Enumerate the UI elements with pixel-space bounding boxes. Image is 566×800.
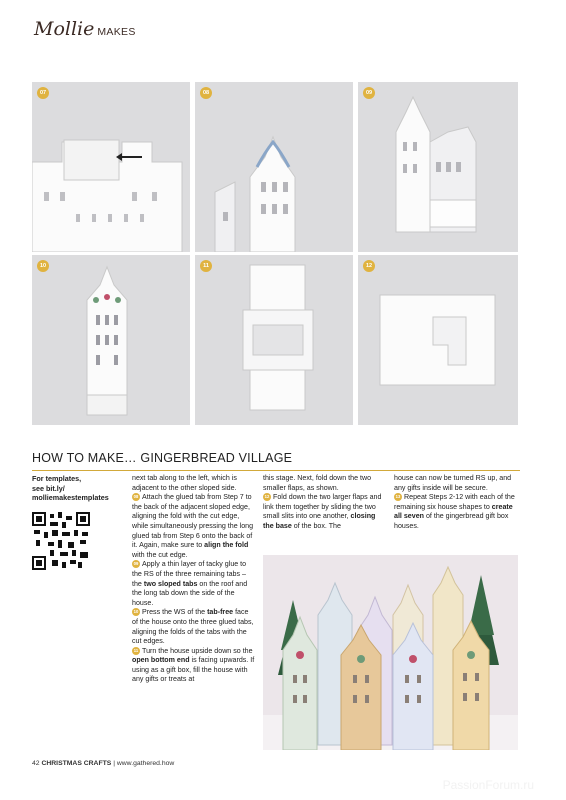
- templates-line: For templates,: [32, 474, 82, 483]
- paragraph: house can now be turned RS up, and any gifts inside will be secure.: [394, 474, 512, 492]
- watermark: PassionForum.ru: [442, 778, 534, 792]
- step-number: 13: [395, 494, 401, 500]
- step-photo-10: [32, 255, 190, 425]
- footer-separator: |: [113, 760, 115, 767]
- step-number: 11: [133, 647, 139, 653]
- step-photo-07: [32, 82, 190, 252]
- step-text-bold: closing the base: [263, 512, 376, 530]
- step-text: of the gingerbread gift box houses.: [394, 512, 509, 530]
- step-text-bold: create all seven: [394, 502, 513, 521]
- templates-note: [32, 474, 124, 503]
- step-text: face of the house onto the three glued tabs, aligning the folds of the tabs with the cut edges.: [132, 608, 254, 646]
- step-text-bold: align the fold: [204, 541, 249, 550]
- step-number: 08: [133, 494, 139, 500]
- step-photo-09: [358, 82, 518, 252]
- house-side-illustration: [358, 82, 518, 252]
- step-text: of the box. The: [291, 521, 341, 530]
- box-base-closed-illustration: [358, 255, 518, 425]
- step-text: is facing upwards. If using as a gift box, fill the house with any gifts or treats at: [132, 656, 255, 684]
- logo-caps-text: MAKES: [97, 26, 136, 38]
- step-badge: 11: [200, 260, 212, 272]
- templates-line: molliemakestemplates: [32, 493, 109, 503]
- house-roof-illustration: [195, 82, 353, 252]
- instructions-column-2: [132, 474, 256, 685]
- instructions-column-4: [394, 474, 518, 532]
- instructions-column-3: [263, 474, 387, 532]
- step-text: Attach the glued tab from Step 7 to the back of the adjacent sloped edge, aligning the fold with the cut edge, while simultaneously pressing the long glued tab from Step 6 onto the back of it. Again, make sure to: [132, 493, 254, 550]
- house-tab-illustration: [32, 82, 190, 252]
- step-number: 12: [264, 494, 270, 500]
- step-text-bold: two sloped tabs: [143, 579, 198, 588]
- paragraph: this stage. Next, fold down the two smaller flaps, as shown.: [263, 474, 372, 492]
- village-photo: [263, 555, 518, 750]
- step-number: 09: [133, 561, 139, 567]
- logo-script-text: Mollie: [34, 18, 95, 40]
- qr-code[interactable]: [32, 512, 90, 570]
- step-text: Apply a thin layer of tacky glue to the RS of the three remaining tabs – the: [132, 560, 247, 588]
- page-footer: [32, 760, 174, 767]
- section-name: CHRISTMAS CRAFTS: [41, 760, 112, 767]
- page-number: 42: [32, 760, 40, 767]
- paragraph: next tab along to the left, which is adjacent to the other sloped side.: [132, 474, 237, 492]
- step-badge: 09: [363, 87, 375, 99]
- templates-line: see bit.ly/: [32, 483, 65, 493]
- section-heading-text: HOW TO MAKE… GINGERBREAD VILLAGE: [32, 451, 293, 465]
- step-photo-08: [195, 82, 353, 252]
- step-text: with the cut edge.: [132, 550, 188, 559]
- step-text: Press the WS of the: [142, 608, 208, 617]
- website-link[interactable]: www.gathered.how: [116, 760, 175, 767]
- step-text: on the roof and the long tab down the side of the house.: [132, 579, 248, 607]
- step-badge: 08: [200, 87, 212, 99]
- box-base-open-illustration: [195, 255, 353, 425]
- step-badge: 07: [37, 87, 49, 99]
- house-front-illustration: [32, 255, 190, 425]
- step-text-bold: tab-free: [207, 608, 234, 617]
- step-badge: 12: [363, 260, 375, 272]
- step-text-bold: open bottom end: [132, 656, 190, 665]
- gingerbread-village-illustration: [263, 555, 518, 750]
- step-badge: 10: [37, 260, 49, 272]
- step-photo-11: [195, 255, 353, 425]
- step-text: Fold down the two larger flaps and link them together by sliding the two small slits into one another,: [263, 493, 382, 521]
- step-text: Repeat Steps 2-12 with each of the remaining six house shapes to: [394, 493, 515, 511]
- section-heading: [32, 449, 520, 471]
- step-number: 10: [133, 609, 139, 615]
- step-text: Turn the house upside down so the: [142, 646, 253, 655]
- step-photo-12: [358, 255, 518, 425]
- magazine-logo: [34, 18, 136, 40]
